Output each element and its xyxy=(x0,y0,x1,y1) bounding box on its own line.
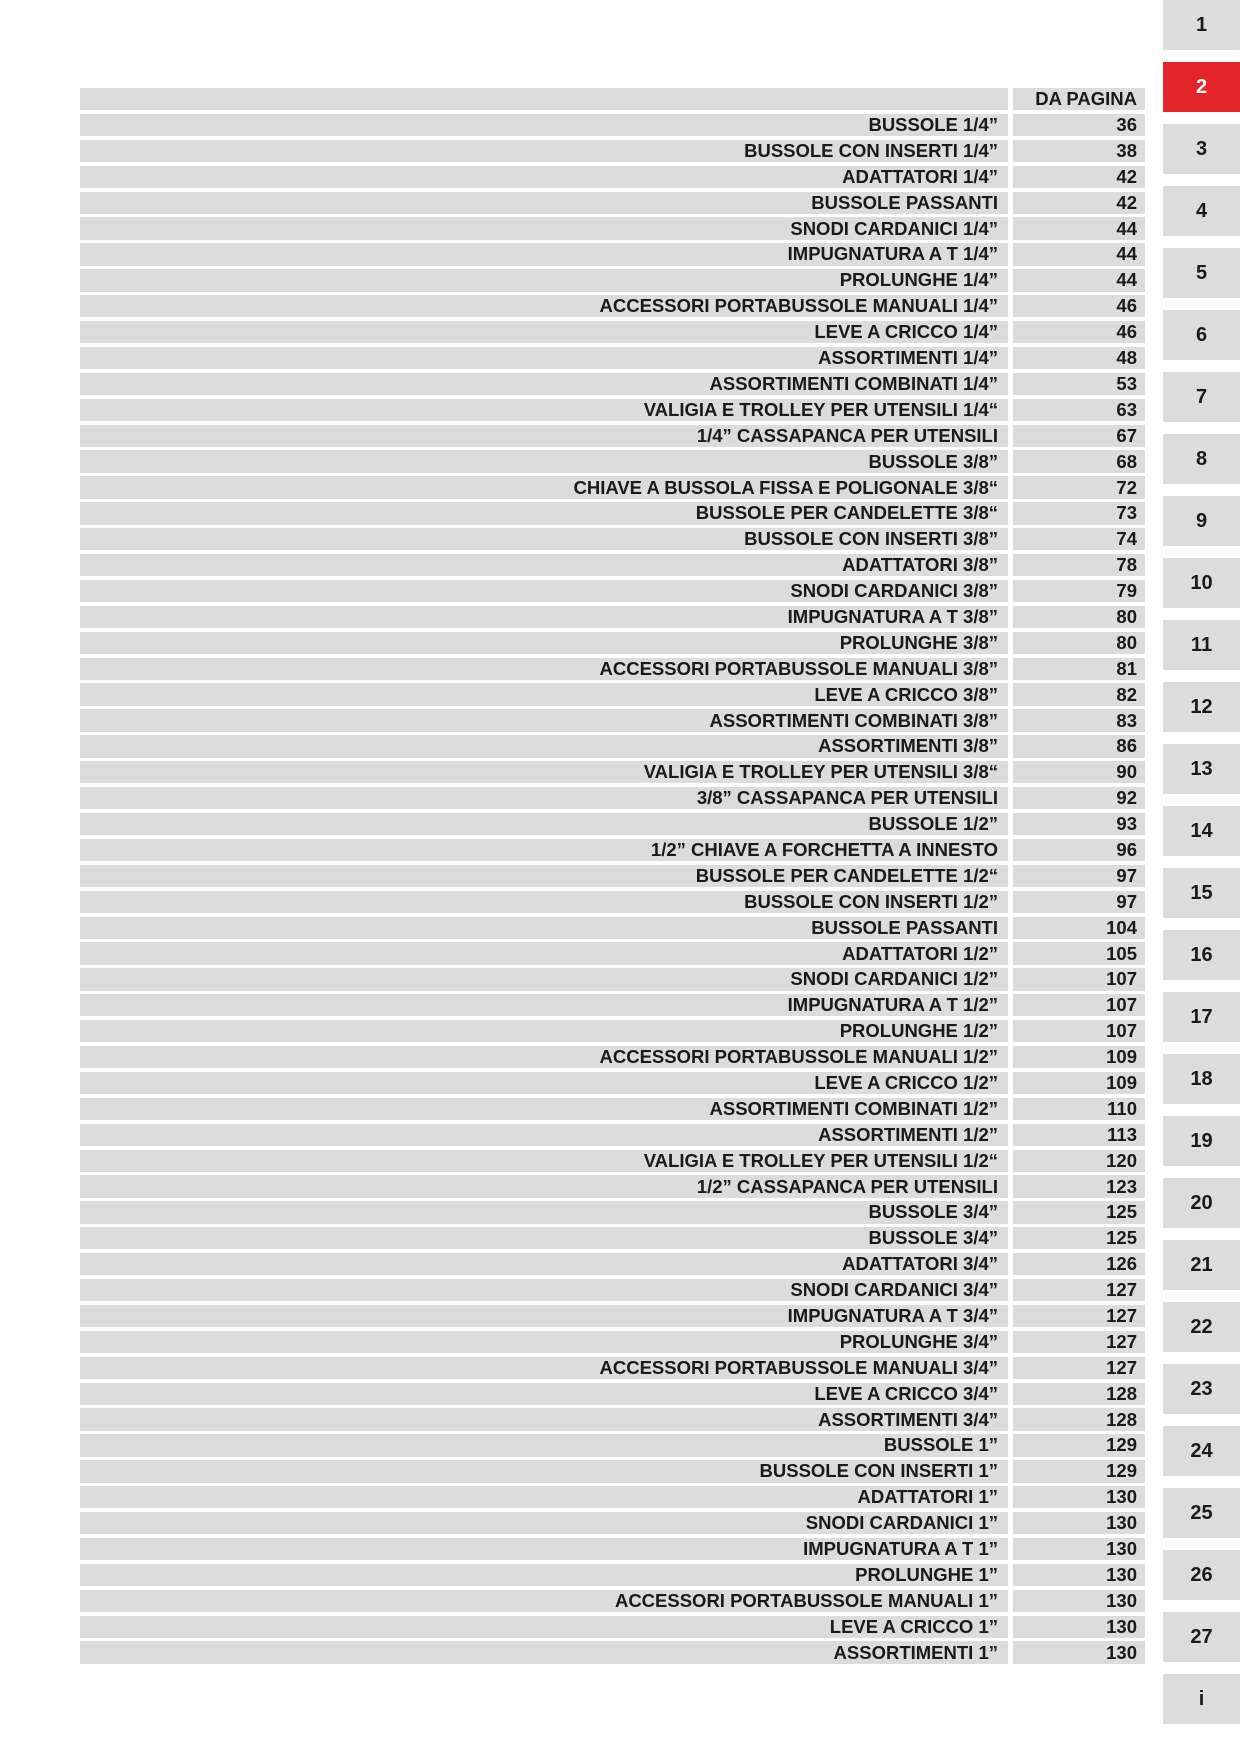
toc-row[interactable] xyxy=(80,425,1145,451)
chapter-tab-3[interactable]: 3 xyxy=(1163,124,1240,180)
toc-entry-title: ADATTATORI 3/8” xyxy=(80,554,1008,576)
toc-entry-page: 130 xyxy=(1013,1538,1145,1560)
chapter-tab-19[interactable]: 19 xyxy=(1163,1116,1240,1172)
toc-row[interactable] xyxy=(80,865,1145,891)
toc-row[interactable] xyxy=(80,1227,1145,1253)
toc-row[interactable] xyxy=(80,295,1145,321)
toc-row[interactable] xyxy=(80,1564,1145,1590)
toc-row[interactable] xyxy=(80,735,1145,761)
toc-entry-page: 127 xyxy=(1013,1305,1145,1327)
chapter-tab-5[interactable]: 5 xyxy=(1163,248,1240,304)
chapter-tab-25[interactable]: 25 xyxy=(1163,1488,1240,1544)
toc-entry-page: 126 xyxy=(1013,1253,1145,1275)
toc-entry-page: 125 xyxy=(1013,1201,1145,1223)
toc-row[interactable] xyxy=(80,787,1145,813)
toc-entry-page: 113 xyxy=(1013,1124,1145,1146)
toc-entry-page: 90 xyxy=(1013,761,1145,783)
toc-entry-title: 1/2” CHIAVE A FORCHETTA A INNESTO xyxy=(80,839,1008,861)
toc-entry-page: 110 xyxy=(1013,1098,1145,1120)
toc-entry-page: 44 xyxy=(1013,243,1145,265)
toc-row[interactable] xyxy=(80,761,1145,787)
toc-row[interactable] xyxy=(80,709,1145,735)
toc-row[interactable] xyxy=(80,1357,1145,1383)
toc-entry-page: 44 xyxy=(1013,217,1145,239)
toc-entry-page: 53 xyxy=(1013,373,1145,395)
toc-entry-title: PROLUNGHE 1” xyxy=(80,1564,1008,1586)
toc-entry-page: 92 xyxy=(1013,787,1145,809)
toc-entry-page: 42 xyxy=(1013,166,1145,188)
toc-entry-page: 127 xyxy=(1013,1357,1145,1379)
toc-entry-title: CHIAVE A BUSSOLA FISSA E POLIGONALE 3/8“ xyxy=(80,476,1008,498)
toc-entry-page: 83 xyxy=(1013,709,1145,731)
toc-entry-title: SNODI CARDANICI 3/8” xyxy=(80,580,1008,602)
chapter-tab-8[interactable]: 8 xyxy=(1163,434,1240,490)
chapter-tab-20[interactable]: 20 xyxy=(1163,1178,1240,1234)
toc-row[interactable] xyxy=(80,502,1145,528)
toc-entry-title: ACCESSORI PORTABUSSOLE MANUALI 1/4” xyxy=(80,295,1008,317)
toc-entry-page: 104 xyxy=(1013,917,1145,939)
toc-entry-title: BUSSOLE 3/4” xyxy=(80,1227,1008,1249)
toc-entry-page: 107 xyxy=(1013,1020,1145,1042)
toc-entry-title: SNODI CARDANICI 1/4” xyxy=(80,217,1008,239)
toc-entry-title: ASSORTIMENTI 3/4” xyxy=(80,1408,1008,1430)
toc-row[interactable] xyxy=(80,658,1145,684)
toc-row[interactable] xyxy=(80,632,1145,658)
toc-entry-title: 1/2” CASSAPANCA PER UTENSILI xyxy=(80,1175,1008,1197)
chapter-tab-26[interactable]: 26 xyxy=(1163,1550,1240,1606)
toc-entry-page: 97 xyxy=(1013,865,1145,887)
toc-entry-page: 130 xyxy=(1013,1641,1145,1663)
toc-row[interactable] xyxy=(80,1486,1145,1512)
chapter-tab-24[interactable]: 24 xyxy=(1163,1426,1240,1482)
toc-entry-title: BUSSOLE 1/2” xyxy=(80,813,1008,835)
toc-entry-title: BUSSOLE 3/4” xyxy=(80,1201,1008,1223)
chapter-tabs xyxy=(1163,0,1240,1754)
toc-entry-title: BUSSOLE 3/8” xyxy=(80,450,1008,472)
toc-row[interactable] xyxy=(80,917,1145,943)
toc-entry-page: 72 xyxy=(1013,476,1145,498)
toc-entry-page: 123 xyxy=(1013,1175,1145,1197)
toc-row[interactable] xyxy=(80,269,1145,295)
toc-entry-page: 129 xyxy=(1013,1460,1145,1482)
toc-row[interactable] xyxy=(80,1538,1145,1564)
toc-row[interactable] xyxy=(80,217,1145,243)
toc-row[interactable] xyxy=(80,399,1145,425)
toc-entry-page: 107 xyxy=(1013,994,1145,1016)
toc-row[interactable] xyxy=(80,321,1145,347)
toc-entry-title: ASSORTIMENTI COMBINATI 1/2” xyxy=(80,1098,1008,1120)
toc-entry-page: 46 xyxy=(1013,295,1145,317)
toc-entry-page: 73 xyxy=(1013,502,1145,524)
toc-row[interactable] xyxy=(80,942,1145,968)
toc-row[interactable] xyxy=(80,1253,1145,1279)
toc-row[interactable] xyxy=(80,1590,1145,1616)
toc-entry-page: 44 xyxy=(1013,269,1145,291)
toc-entry-page: 120 xyxy=(1013,1150,1145,1172)
toc-entry-title: BUSSOLE PASSANTI xyxy=(80,917,1008,939)
chapter-tab-13[interactable]: 13 xyxy=(1163,744,1240,800)
toc-entry-title: ADATTATORI 3/4” xyxy=(80,1253,1008,1275)
toc-row[interactable] xyxy=(80,243,1145,269)
toc-entry-page: 86 xyxy=(1013,735,1145,757)
chapter-tab-15[interactable]: 15 xyxy=(1163,868,1240,924)
toc-entry-title: VALIGIA E TROLLEY PER UTENSILI 3/8“ xyxy=(80,761,1008,783)
toc-entry-page: 38 xyxy=(1013,140,1145,162)
toc-entry-title: IMPUGNATURA A T 3/8” xyxy=(80,606,1008,628)
toc-row[interactable] xyxy=(80,994,1145,1020)
toc-row[interactable] xyxy=(80,1305,1145,1331)
toc-header-row xyxy=(80,88,1145,114)
toc-entry-page: 82 xyxy=(1013,683,1145,705)
toc-entry-title: BUSSOLE 1/4” xyxy=(80,114,1008,136)
toc-row[interactable] xyxy=(80,580,1145,606)
toc-row[interactable] xyxy=(80,1434,1145,1460)
toc-entry-title: IMPUGNATURA A T 1” xyxy=(80,1538,1008,1560)
toc-entry-title: LEVE A CRICCO 1/2” xyxy=(80,1072,1008,1094)
toc-entry-title: PROLUNGHE 3/4” xyxy=(80,1331,1008,1353)
chapter-tab-1[interactable]: 1 xyxy=(1163,0,1240,56)
toc-row[interactable] xyxy=(80,192,1145,218)
toc-entry-page: 79 xyxy=(1013,580,1145,602)
chapter-tab-23[interactable]: 23 xyxy=(1163,1364,1240,1420)
toc-entry-page: 80 xyxy=(1013,632,1145,654)
chapter-tab-27[interactable]: 27 xyxy=(1163,1612,1240,1668)
toc-row[interactable] xyxy=(80,1046,1145,1072)
toc-entry-title: LEVE A CRICCO 3/8” xyxy=(80,683,1008,705)
toc-entry-title: BUSSOLE PER CANDELETTE 1/2“ xyxy=(80,865,1008,887)
toc-entry-page: 130 xyxy=(1013,1486,1145,1508)
toc-entry-title: SNODI CARDANICI 1/2” xyxy=(80,968,1008,990)
chapter-tab-2[interactable]: 2 xyxy=(1163,62,1240,118)
toc-entry-page: 48 xyxy=(1013,347,1145,369)
toc-row[interactable] xyxy=(80,683,1145,709)
toc-entry-page: 128 xyxy=(1013,1383,1145,1405)
toc-entry-title: PROLUNGHE 1/2” xyxy=(80,1020,1008,1042)
toc-entry-title: ASSORTIMENTI 1/4” xyxy=(80,347,1008,369)
toc-entry-title: ASSORTIMENTI 3/8” xyxy=(80,735,1008,757)
toc-entry-title: ADATTATORI 1/2” xyxy=(80,942,1008,964)
toc-entry-page: 67 xyxy=(1013,425,1145,447)
toc-entry-page: 130 xyxy=(1013,1590,1145,1612)
toc-row[interactable] xyxy=(80,347,1145,373)
toc-row[interactable] xyxy=(80,839,1145,865)
toc-row[interactable] xyxy=(80,1383,1145,1409)
toc-entry-page: 46 xyxy=(1013,321,1145,343)
toc-row[interactable] xyxy=(80,114,1145,140)
toc-entry-page: 130 xyxy=(1013,1564,1145,1586)
toc-entry-title: ACCESSORI PORTABUSSOLE MANUALI 3/8” xyxy=(80,658,1008,680)
toc-entry-page: 127 xyxy=(1013,1279,1145,1301)
toc-entry-title: ACCESSORI PORTABUSSOLE MANUALI 1/2” xyxy=(80,1046,1008,1068)
toc-header-page: DA PAGINA xyxy=(1013,88,1145,110)
toc-row[interactable] xyxy=(80,1279,1145,1305)
toc-entry-title: VALIGIA E TROLLEY PER UTENSILI 1/2“ xyxy=(80,1150,1008,1172)
toc-header-blank xyxy=(80,88,1008,110)
toc-entry-title: BUSSOLE CON INSERTI 1/4” xyxy=(80,140,1008,162)
toc-entry-page: 130 xyxy=(1013,1512,1145,1534)
toc-entry-title: ASSORTIMENTI 1” xyxy=(80,1641,1008,1663)
toc-entry-page: 74 xyxy=(1013,528,1145,550)
toc-entry-title: SNODI CARDANICI 3/4” xyxy=(80,1279,1008,1301)
toc-entry-page: 107 xyxy=(1013,968,1145,990)
toc-row[interactable] xyxy=(80,140,1145,166)
toc-entry-title: ADATTATORI 1” xyxy=(80,1486,1008,1508)
toc-entry-page: 81 xyxy=(1013,658,1145,680)
toc-row[interactable] xyxy=(80,1331,1145,1357)
toc-row[interactable] xyxy=(80,1150,1145,1176)
toc-entry-page: 130 xyxy=(1013,1616,1145,1638)
toc-row[interactable] xyxy=(80,1020,1145,1046)
toc-entry-title: BUSSOLE 1” xyxy=(80,1434,1008,1456)
toc-row[interactable] xyxy=(80,373,1145,399)
toc-row[interactable] xyxy=(80,1072,1145,1098)
toc-entry-page: 105 xyxy=(1013,942,1145,964)
chapter-tab-17[interactable]: 17 xyxy=(1163,992,1240,1048)
toc-entry-page: 109 xyxy=(1013,1072,1145,1094)
toc-entry-title: VALIGIA E TROLLEY PER UTENSILI 1/4“ xyxy=(80,399,1008,421)
toc-entry-title: PROLUNGHE 1/4” xyxy=(80,269,1008,291)
chapter-tab-i[interactable]: i xyxy=(1163,1674,1240,1730)
toc-entry-title: 3/8” CASSAPANCA PER UTENSILI xyxy=(80,787,1008,809)
chapter-tab-11[interactable]: 11 xyxy=(1163,620,1240,676)
toc-entry-title: LEVE A CRICCO 1/4” xyxy=(80,321,1008,343)
toc-entry-title: IMPUGNATURA A T 1/4” xyxy=(80,243,1008,265)
toc-row[interactable] xyxy=(80,1616,1145,1642)
toc-row[interactable] xyxy=(80,1124,1145,1150)
chapter-tab-21[interactable]: 21 xyxy=(1163,1240,1240,1296)
toc-entry-title: BUSSOLE CON INSERTI 3/8” xyxy=(80,528,1008,550)
toc-row[interactable] xyxy=(80,450,1145,476)
toc-entry-title: ASSORTIMENTI 1/2” xyxy=(80,1124,1008,1146)
toc-entry-title: ACCESSORI PORTABUSSOLE MANUALI 1” xyxy=(80,1590,1008,1612)
toc-entry-title: BUSSOLE PER CANDELETTE 3/8“ xyxy=(80,502,1008,524)
chapter-tab-22[interactable]: 22 xyxy=(1163,1302,1240,1358)
chapter-tab-7[interactable]: 7 xyxy=(1163,372,1240,428)
toc-entry-page: 36 xyxy=(1013,114,1145,136)
toc-row[interactable] xyxy=(80,1408,1145,1434)
toc-row[interactable] xyxy=(80,813,1145,839)
toc-row[interactable] xyxy=(80,554,1145,580)
chapter-tab-10[interactable]: 10 xyxy=(1163,558,1240,614)
toc-entry-title: BUSSOLE CON INSERTI 1” xyxy=(80,1460,1008,1482)
toc-row[interactable] xyxy=(80,1512,1145,1538)
toc-row[interactable] xyxy=(80,528,1145,554)
toc-entry-title: ASSORTIMENTI COMBINATI 3/8” xyxy=(80,709,1008,731)
toc-entry-page: 128 xyxy=(1013,1408,1145,1430)
chapter-tab-14[interactable]: 14 xyxy=(1163,806,1240,862)
toc-entry-page: 63 xyxy=(1013,399,1145,421)
toc-entry-title: ACCESSORI PORTABUSSOLE MANUALI 3/4” xyxy=(80,1357,1008,1379)
toc-row[interactable] xyxy=(80,1641,1145,1667)
toc-row[interactable] xyxy=(80,476,1145,502)
toc-entry-title: SNODI CARDANICI 1” xyxy=(80,1512,1008,1534)
toc-row[interactable] xyxy=(80,166,1145,192)
chapter-tab-18[interactable]: 18 xyxy=(1163,1054,1240,1110)
toc-entry-title: IMPUGNATURA A T 1/2” xyxy=(80,994,1008,1016)
chapter-tab-4[interactable]: 4 xyxy=(1163,186,1240,242)
toc-entry-title: LEVE A CRICCO 3/4” xyxy=(80,1383,1008,1405)
toc-row[interactable] xyxy=(80,1460,1145,1486)
toc-row[interactable] xyxy=(80,968,1145,994)
toc-entry-title: PROLUNGHE 3/8” xyxy=(80,632,1008,654)
toc-entry-page: 127 xyxy=(1013,1331,1145,1353)
toc-entry-title: BUSSOLE PASSANTI xyxy=(80,192,1008,214)
toc-row[interactable] xyxy=(80,1098,1145,1124)
toc-entry-page: 78 xyxy=(1013,554,1145,576)
chapter-tab-6[interactable]: 6 xyxy=(1163,310,1240,366)
toc-entry-page: 80 xyxy=(1013,606,1145,628)
toc-entry-title: BUSSOLE CON INSERTI 1/2” xyxy=(80,891,1008,913)
toc-entry-page: 97 xyxy=(1013,891,1145,913)
toc-entry-page: 93 xyxy=(1013,813,1145,835)
toc-entry-title: 1/4” CASSAPANCA PER UTENSILI xyxy=(80,425,1008,447)
chapter-tab-12[interactable]: 12 xyxy=(1163,682,1240,738)
toc-entry-title: IMPUGNATURA A T 3/4” xyxy=(80,1305,1008,1327)
chapter-tab-9[interactable]: 9 xyxy=(1163,496,1240,552)
toc-entry-page: 68 xyxy=(1013,450,1145,472)
toc-entry-page: 125 xyxy=(1013,1227,1145,1249)
toc-entry-title: ADATTATORI 1/4” xyxy=(80,166,1008,188)
toc-entry-page: 96 xyxy=(1013,839,1145,861)
toc-row[interactable] xyxy=(80,891,1145,917)
toc-entry-title: ASSORTIMENTI COMBINATI 1/4” xyxy=(80,373,1008,395)
chapter-tab-16[interactable]: 16 xyxy=(1163,930,1240,986)
toc-entry-title: LEVE A CRICCO 1” xyxy=(80,1616,1008,1638)
toc-entry-page: 42 xyxy=(1013,192,1145,214)
toc-entry-page: 109 xyxy=(1013,1046,1145,1068)
toc-row[interactable] xyxy=(80,606,1145,632)
toc-entry-page: 129 xyxy=(1013,1434,1145,1456)
toc-row[interactable] xyxy=(80,1175,1145,1201)
toc-row[interactable] xyxy=(80,1201,1145,1227)
table-of-contents xyxy=(80,88,1145,1667)
